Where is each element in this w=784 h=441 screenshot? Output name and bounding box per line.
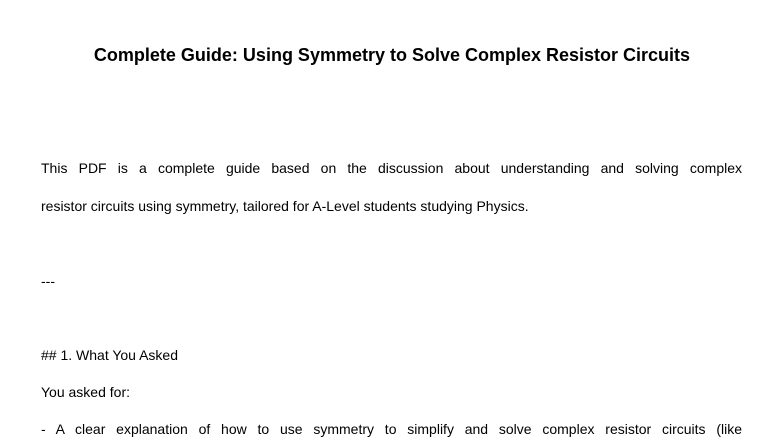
intro-line-1: This PDF is a complete guide based on the discussion about understanding and solving complex (41, 160, 742, 176)
separator-text: --- (41, 273, 55, 289)
intro-line-2: resistor circuits using symmetry, tailored for A-Level students studying Physics. (41, 198, 529, 214)
bullet-line: - A clear explanation of how to use symmetry to simplify and solve complex resistor circuits (like (41, 421, 742, 437)
document-title: Complete Guide: Using Symmetry to Solve Complex Resistor Circuits (93, 45, 691, 65)
section-heading: ## 1. What You Asked (41, 347, 178, 363)
asked-text: You asked for: (41, 384, 130, 400)
